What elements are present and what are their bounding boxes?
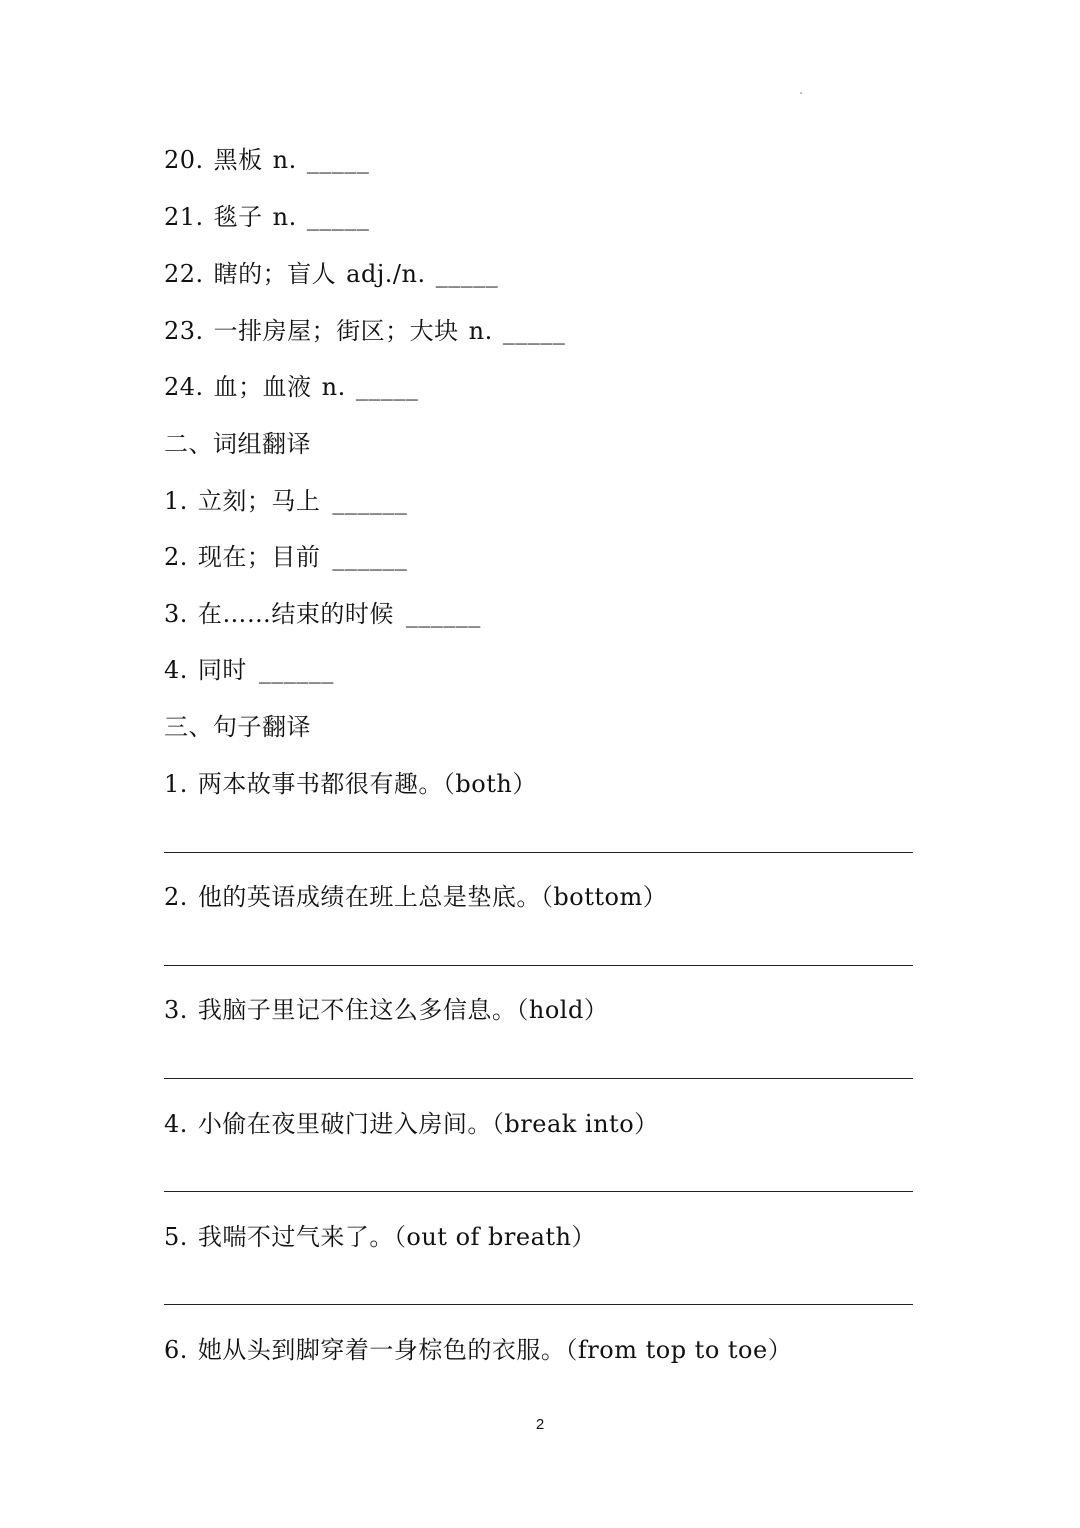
part-of-speech: n. bbox=[272, 146, 297, 174]
sentence-chinese: 他的英语成绩在班上总是垫底。 bbox=[197, 883, 541, 911]
answer-line bbox=[164, 965, 913, 966]
section-3-title: 三、句子翻译 bbox=[164, 713, 311, 741]
section-2-title: 二、词组翻译 bbox=[164, 430, 311, 458]
sentence-hint: （break into） bbox=[491, 1110, 659, 1138]
sentence-hint: （from top to toe） bbox=[565, 1336, 793, 1364]
sentence-item-1: 1. 两本故事书都很有趣。（both） bbox=[164, 770, 537, 798]
sentence-hint: （out of breath） bbox=[393, 1223, 596, 1251]
answer-blank: _____ bbox=[435, 260, 499, 288]
answer-blank: ______ bbox=[258, 656, 334, 684]
answer-blank: _____ bbox=[355, 373, 419, 401]
phrase-item-1: 1. 立刻；马上 ______ bbox=[164, 487, 408, 515]
phrase-item-3: 3. 在……结束的时候 ______ bbox=[164, 600, 481, 628]
vocab-item-24: 24. 血；血液 n. _____ bbox=[164, 373, 419, 401]
sentence-chinese: 我脑子里记不住这么多信息。 bbox=[197, 996, 517, 1024]
answer-blank: ______ bbox=[332, 487, 408, 515]
sentence-hint: （both） bbox=[442, 770, 537, 798]
sentence-item-3: 3. 我脑子里记不住这么多信息。（hold） bbox=[164, 996, 609, 1024]
sentence-chinese: 两本故事书都很有趣。 bbox=[197, 770, 443, 798]
phrase-item-4: 4. 同时 ______ bbox=[164, 656, 334, 684]
part-of-speech: adj./n. bbox=[346, 260, 426, 288]
vocab-item-21: 21. 毯子 n. _____ bbox=[164, 203, 370, 231]
sentence-item-2: 2. 他的英语成绩在班上总是垫底。（bottom） bbox=[164, 883, 668, 911]
sentence-chinese: 我喘不过气来了。 bbox=[197, 1223, 394, 1251]
answer-line bbox=[164, 1078, 913, 1079]
vocab-item-22: 22. 瞎的；盲人 adj./n. _____ bbox=[164, 260, 499, 288]
sentence-hint: （hold） bbox=[516, 996, 609, 1024]
vocab-chinese: 毯子 bbox=[213, 203, 263, 231]
answer-blank: ______ bbox=[405, 600, 481, 628]
answer-line bbox=[164, 1191, 913, 1192]
vocab-item-20: 20. 黑板 n. _____ bbox=[164, 146, 370, 174]
phrase-chinese: 在……结束的时候 bbox=[197, 600, 394, 628]
answer-blank: _____ bbox=[502, 317, 566, 345]
phrase-chinese: 现在；目前 bbox=[197, 543, 321, 571]
sentence-chinese: 她从头到脚穿着一身棕色的衣服。 bbox=[197, 1336, 566, 1364]
sentence-item-5: 5. 我喘不过气来了。（out of breath） bbox=[164, 1223, 596, 1251]
answer-blank: _____ bbox=[306, 146, 370, 174]
phrase-chinese: 同时 bbox=[197, 656, 247, 684]
phrase-chinese: 立刻；马上 bbox=[197, 487, 321, 515]
sentence-item-6: 6. 她从头到脚穿着一身棕色的衣服。（from top to toe） bbox=[164, 1336, 793, 1364]
sentence-item-4: 4. 小偷在夜里破门进入房间。（break into） bbox=[164, 1110, 659, 1138]
vocab-chinese: 瞎的；盲人 bbox=[213, 260, 337, 288]
answer-line bbox=[164, 1304, 913, 1305]
scan-speck bbox=[800, 92, 802, 94]
vocab-chinese: 一排房屋；街区；大块 bbox=[213, 317, 459, 345]
sentence-hint: （bottom） bbox=[540, 883, 668, 911]
vocab-item-23: 23. 一排房屋；街区；大块 n. _____ bbox=[164, 317, 566, 345]
part-of-speech: n. bbox=[468, 317, 493, 345]
part-of-speech: n. bbox=[272, 203, 297, 231]
page-number: 2 bbox=[535, 1416, 545, 1433]
answer-blank: ______ bbox=[332, 543, 408, 571]
answer-blank: _____ bbox=[306, 203, 370, 231]
sentence-chinese: 小偷在夜里破门进入房间。 bbox=[197, 1110, 492, 1138]
part-of-speech: n. bbox=[321, 373, 346, 401]
vocab-chinese: 黑板 bbox=[213, 146, 263, 174]
vocab-chinese: 血；血液 bbox=[213, 373, 312, 401]
answer-line bbox=[164, 852, 913, 853]
phrase-item-2: 2. 现在；目前 ______ bbox=[164, 543, 408, 571]
